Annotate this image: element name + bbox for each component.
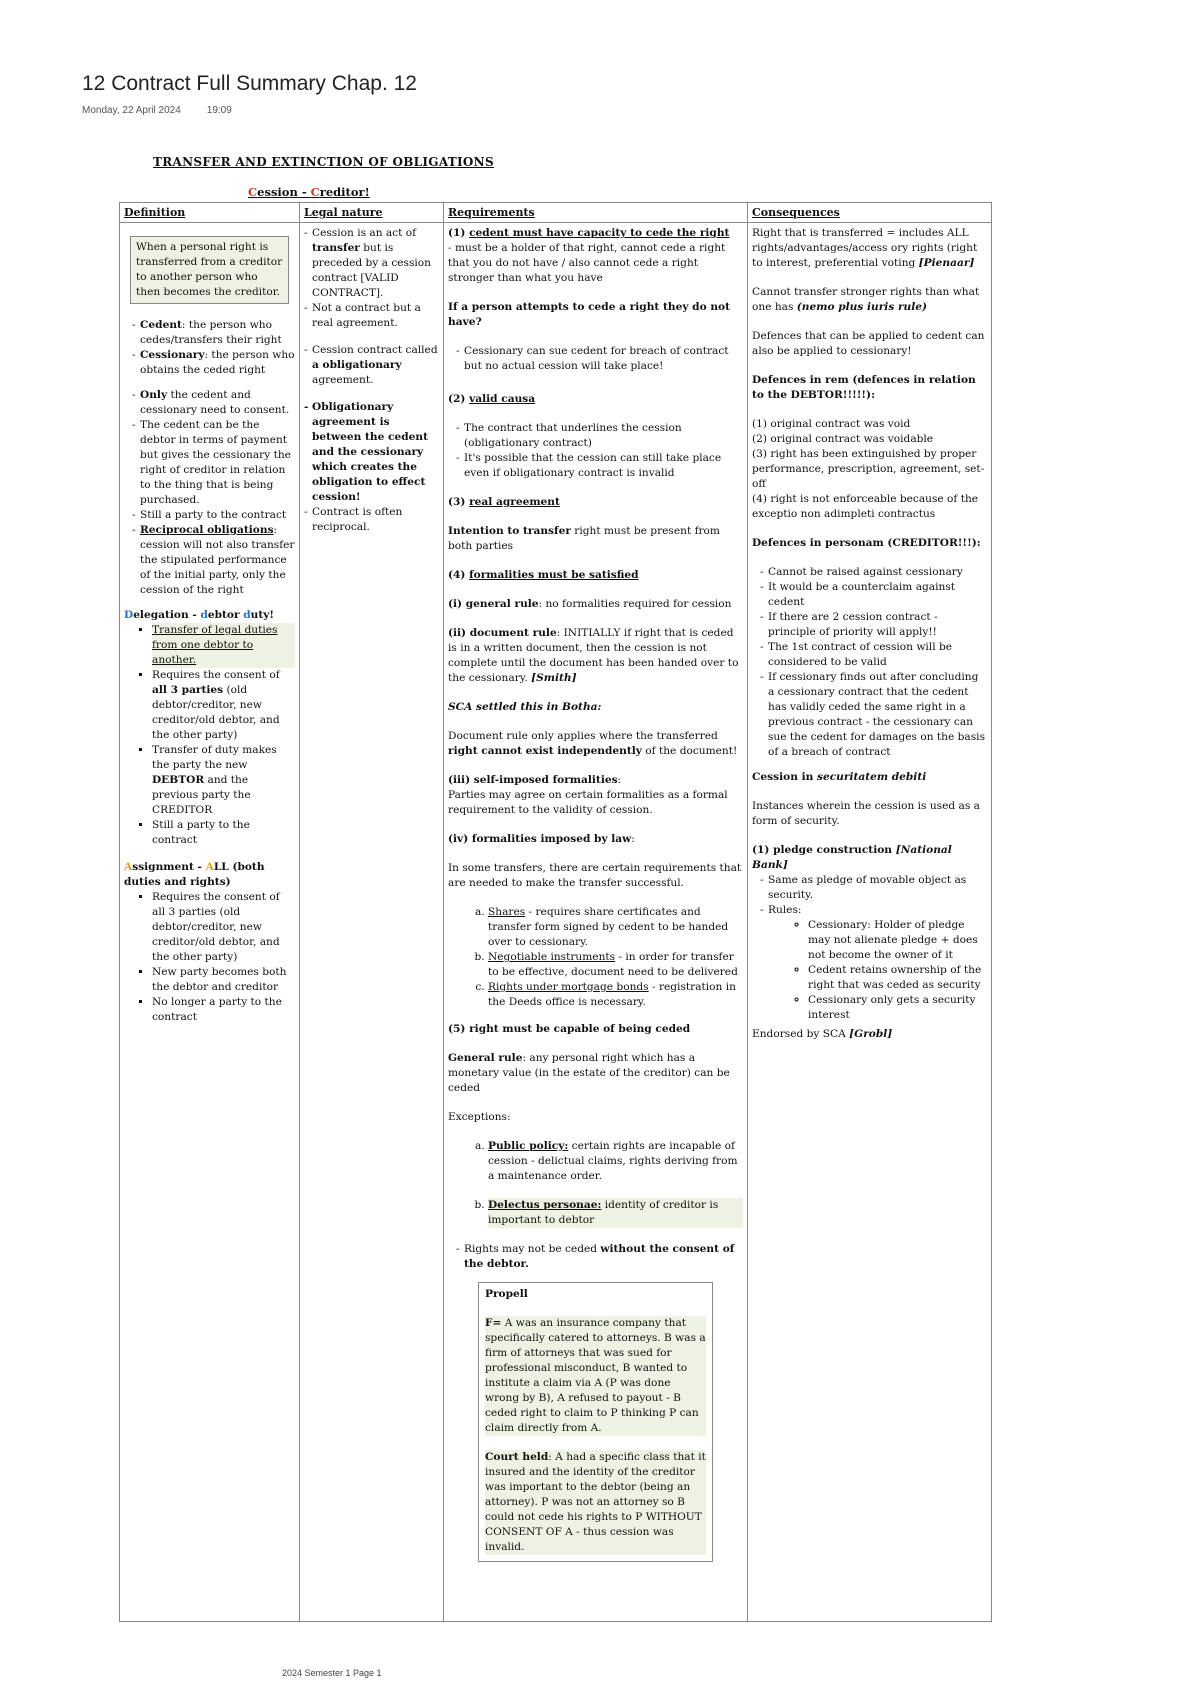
page-date: Monday, 22 April 2024 (82, 105, 181, 116)
col-requirements: Requirements (444, 203, 748, 223)
rules-list: ◦ Cessionary: Holder of pledge may not alienate pledge + does not become the owner of it ◦ Cedent retains ownership of the right that was ceded as security ◦ Cessionary only gets a security interest (752, 918, 987, 1023)
page-footer: 2024 Semester 1 Page 1 (282, 1668, 382, 1678)
delegation-heading: Delegation - debtor duty! (124, 609, 275, 621)
legal-nature-list: - Cession is an act of transfer but is preceded by a cession contract [VALID CONTRACT]. - Not a contract but a real agreement. - Cession contract called a obligationary agreement. - Obligationary agreement is between the cedent and the cessionary which creates the obligation to effect cession! - Contract is often reciprocal. (304, 226, 439, 535)
section-heading: TRANSFER AND EXTINCTION OF OBLIGATIONS (153, 155, 494, 169)
consequences-cell: Right that is transferred = includes ALL rights/advantages/access ory rights (right to interest, preferential voting [Pienaar] Cannot transfer stronger rights than what one has (nemo plus iuris rule) Defences that can be applied to cedent can also be applied to cessionary! Defences in rem (defences in relation to the DEBTOR!!!!!): (1) original contract was void (2) original contract was voidable (3) right has been extinguished by proper performance, prescription, agreement, set-off (4) right is not enforceable because of the exceptio non adimpleti contractus Defences in personam (CREDITOR!!!): - Cannot be raised against cessionary - It would be a counterclaim against cedent - If there are 2 cession contract - principle of priority will apply!! - The 1st contract of cession will be considered to be valid - If cessionary finds out after concluding a cessionary contract that the cedent has validly ceded the same right in a previous contract - the cessionary can sue the cedent for damages on the basis of a breach of contract Cession in securitatem debiti Instances wherein the cession is used as a form of security. (1) pledge construction [National Bank] - Same as pledge of movable object as security. - Rules: ◦ Cessionary: Holder of pledge may not alienate pledge + does not become the owner of it ◦ Cedent retains ownership of the right that was ceded as security ◦ Cessionary only gets a security interest Endorsed by SCA [Grobl] (748, 223, 992, 1622)
personam-list: - Cannot be raised against cessionary - It would be a counterclaim against cedent - If there are 2 cession contract - principle of priority will apply!! - The 1st contract of cession will be considered to be valid - If cessionary finds out after concluding a cessionary contract that the cedent has validly ceded the same right in a previous contract - the cessionary can sue the cedent for damages on the basis of a breach of contract (752, 565, 987, 760)
table-header-row (120, 203, 992, 223)
page-meta (82, 105, 258, 116)
table-body-row (120, 223, 992, 1622)
assignment-heading: Assignment - ALL (both duties and rights) (124, 861, 265, 888)
col-consequences: Consequences (748, 203, 992, 223)
cession-heading: Cession - Creditor! (248, 185, 370, 199)
definition-box: When a personal right is transferred from a creditor to another person who then becomes the creditor. (130, 236, 289, 304)
delegation-list: ▪ Transfer of legal duties from one debtor to another. ▪ Requires the consent of all 3 parties (old debtor/creditor, new creditor/old debtor, and the other party) ▪ Transfer of duty makes the party the new DEBTOR and the previous party the CREDITOR ▪ Still a party to the contract (124, 623, 295, 848)
requirements-cell: (1) cedent must have capacity to cede the right - must be a holder of that right, cannot cede a right that you do not have / also cannot cede a right stronger than what you have If a person attempts to cede a right they do not have? - Cessionary can sue cedent for breach of contract but no actual cession will take place! (2) valid causa - The contract that underlines the cession (obligationary contract) - It's possible that the cession can still take place even if obligationary contract is invalid (3) real agreement Intention to transfer right must be present from both parties (4) formalities must be satisfied (i) general rule: no formalities required for cession (ii) document rule: INITIALLY if right that is ceded is in a written document, then the cession is not complete until the document has been handed over to the cessionary. [Smith] SCA settled this in Botha: Document rule only applies where the transferred right cannot exist independently of the document! (iii) self-imposed formalities: Parties may agree on certain formalities as a formal requirement to the validity of cession. (iv) formalities imposed by law: In some transfers, there are certain requirements that are needed to make the transfer successful. a. Shares - requires share certificates and transfer form signed by cedent to be handed over to cessionary. b. Negotiable instruments - in order for transfer to be effective, document need to be delivered c. Rights under mortgage bonds - registration in the Deeds office is necessary. (5) right must be capable of being ceded General rule: any personal right which has a monetary value (in the estate of the creditor) can be ceded Exceptions: a. Public policy: certain rights are incapable of cession - delictual claims, rights deriving from a maintenance order. b. Delectus personae: identity of creditor is important to debtor - Rights may not be ceded without the consent of the debtor. Propell F= A was an insurance company that specifically catered to attorneys. B was a firm of attorneys that was sued for professional misconduct, B wanted to institute a claim via A (P was done wrong by B), A refused to payout - B ceded right to claim to P thinking P can claim directly from A. Court held: A had a specific class that it insured and the identity of the creditor was important to the debtor (being an attorney). P was not an attorney so B could not cede his rights to P WITHOUT CONSENT OF A - thus cession was invalid. (444, 223, 748, 1622)
page-title: 12 Contract Full Summary Chap. 12 (82, 72, 417, 95)
formalities-list: a. Shares - requires share certificates and transfer form signed by cedent to be handed over to cessionary. b. Negotiable instruments - in order for transfer to be effective, document need to be delivered c. Rights under mortgage bonds - registration in the Deeds office is necessary. (448, 905, 743, 1010)
propell-case-box: Propell F= A was an insurance company that specifically catered to attorneys. B was a firm of attorneys that was sued for professional misconduct, B wanted to institute a claim via A (P was done wrong by B), A refused to payout - B ceded right to claim to P thinking P can claim directly from A. Court held: A had a specific class that it insured and the identity of the creditor was important to the debtor (being an attorney). P was not an attorney so B could not cede his rights to P WITHOUT CONSENT OF A - thus cession was invalid. (478, 1282, 713, 1562)
assignment-list: ▪ Requires the consent of all 3 parties (old debtor/creditor, new creditor/old debtor, and the other party) ▪ New party becomes both the debtor and creditor ▪ No longer a party to the contract (124, 890, 295, 1025)
col-legal-nature: Legal nature (300, 203, 444, 223)
legal-nature-cell (300, 223, 444, 1622)
definition-cell (120, 223, 300, 1622)
definition-list: - Cedent: the person who cedes/transfers their right - Cessionary: the person who obtains the ceded right - Only the cedent and cessionary need to consent. - The cedent can be the debtor in terms of payment but gives the cessionary the right of creditor in relation to the thing that is being purchased. - Still a party to the contract - Reciprocal obligations: cession will not also transfer the stipulated performance of the initial party, only the cession of the right (124, 318, 295, 598)
col-definition: Definition (120, 203, 300, 223)
summary-table (119, 202, 992, 1622)
page-time: 19:09 (206, 105, 232, 116)
